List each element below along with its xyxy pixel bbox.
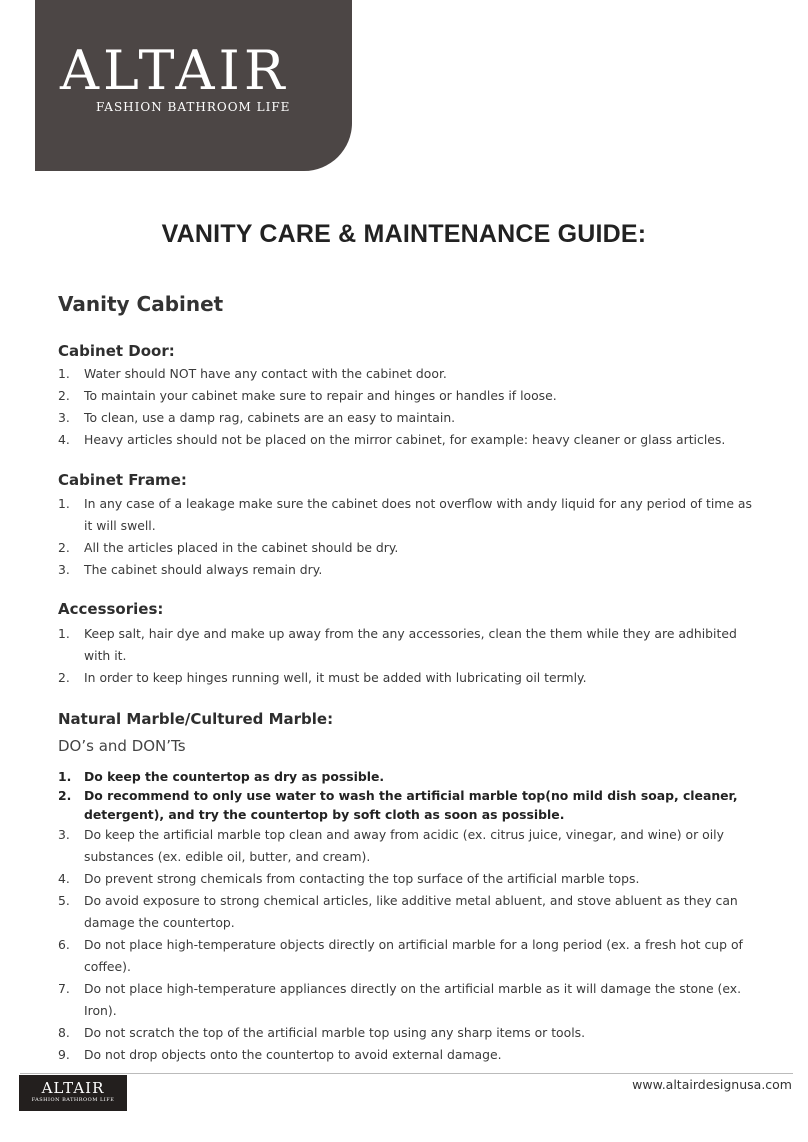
document-title: VANITY CARE & MAINTENANCE GUIDE: (161, 220, 647, 248)
list-number: 3. (58, 410, 70, 425)
cabinet-door-heading: Cabinet Door: (58, 342, 175, 360)
list-text: Heavy articles should not be placed on the mirror cabinet, for example: heavy cleaner or glass articles. (84, 432, 726, 447)
list-item (58, 767, 758, 786)
list-number: 7. (58, 981, 70, 996)
list-number: 3. (58, 562, 70, 577)
list-number: 8. (58, 1025, 70, 1040)
list-item (58, 429, 758, 451)
list-number: 3. (58, 827, 70, 842)
list-number: 4. (58, 871, 70, 886)
dos-and-donts-label: DO’s and DON’Ts (58, 737, 186, 755)
footer-logo-name: ALTAIR (41, 1079, 105, 1097)
section-heading: Vanity Cabinet (58, 292, 224, 316)
list-text: Do prevent strong chemicals from contacting the top surface of the artificial marble tops. (84, 871, 640, 886)
list-item (58, 868, 758, 890)
list-item (58, 786, 758, 824)
list-number: 2. (58, 670, 70, 685)
cabinet-frame-heading: Cabinet Frame: (58, 471, 187, 489)
list-item (58, 1022, 758, 1044)
cabinet-door-list (58, 363, 758, 451)
list-number: 1. (58, 769, 72, 784)
list-text: To maintain your cabinet make sure to repair and hinges or handles if loose. (84, 388, 557, 403)
list-item (58, 559, 758, 581)
list-text: Do not place high-temperature objects directly on artificial marble for a long period (ex. a fresh hot cup of coffee). (84, 937, 743, 974)
list-number: 2. (58, 788, 72, 803)
footer-logo-tagline: FASHION BATHROOM LIFE (31, 1097, 115, 1103)
footer-website: www.altairdesignusa.com (632, 1077, 792, 1092)
list-text: To clean, use a damp rag, cabinets are an easy to maintain. (84, 410, 456, 425)
list-item (58, 407, 758, 429)
list-item (58, 385, 758, 407)
list-item (58, 890, 758, 934)
list-number: 9. (58, 1047, 70, 1062)
list-item (58, 1044, 758, 1066)
list-item (58, 667, 758, 689)
list-text: Do avoid exposure to strong chemical articles, like additive metal abluent, and stove abluent as they can damage the countertop. (84, 893, 738, 930)
list-text: Water should NOT have any contact with the cabinet door. (84, 366, 447, 381)
list-number: 1. (58, 366, 70, 381)
list-item (58, 537, 758, 559)
list-text: Do not scratch the top of the artificial marble top using any sharp items or tools. (84, 1025, 586, 1040)
list-item (58, 623, 758, 667)
accessories-heading: Accessories: (58, 600, 164, 618)
list-text: Do not drop objects onto the countertop to avoid external damage. (84, 1047, 502, 1062)
list-text: Do not place high-temperature appliances directly on the artificial marble as it will damage the stone (ex. Iron). (84, 981, 742, 1018)
marble-heading: Natural Marble/Cultured Marble: (58, 710, 334, 728)
brand-logo (60, 40, 330, 114)
list-text: The cabinet should always remain dry. (84, 562, 323, 577)
marble-list (58, 767, 758, 1066)
list-text: Do recommend to only use water to wash the artificial marble top(no mild dish soap, cleaner, detergent), and try the countertop by soft cloth as soon as possible. (84, 788, 738, 822)
list-text: In any case of a leakage make sure the cabinet does not overflow with andy liquid for any period of time as it will swell. (84, 496, 752, 533)
list-item (58, 978, 758, 1022)
list-number: 5. (58, 893, 70, 908)
list-number: 6. (58, 937, 70, 952)
list-item (58, 824, 758, 868)
list-number: 1. (58, 626, 70, 641)
cabinet-frame-list (58, 493, 758, 581)
list-number: 2. (58, 388, 70, 403)
list-text: Do keep the countertop as dry as possible. (84, 769, 385, 784)
list-number: 2. (58, 540, 70, 555)
accessories-list (58, 623, 758, 689)
list-item (58, 493, 758, 537)
list-text: All the articles placed in the cabinet should be dry. (84, 540, 399, 555)
list-item (58, 363, 758, 385)
list-number: 4. (58, 432, 70, 447)
brand-tagline: FASHION BATHROOM LIFE (96, 100, 291, 114)
list-number: 1. (58, 496, 70, 511)
list-text: Do keep the artificial marble top clean and away from acidic (ex. citrus juice, vinegar, and wine) or oily substances (ex. edible oil, butter, and cream). (84, 827, 724, 864)
list-text: Keep salt, hair dye and make up away from the any accessories, clean the them while they are adhibited with it. (84, 626, 737, 663)
list-text: In order to keep hinges running well, it must be added with lubricating oil termly. (84, 670, 587, 685)
brand-name: ALTAIR (60, 39, 289, 102)
footer-logo (19, 1075, 127, 1111)
list-item (58, 934, 758, 978)
footer-divider (20, 1073, 793, 1074)
